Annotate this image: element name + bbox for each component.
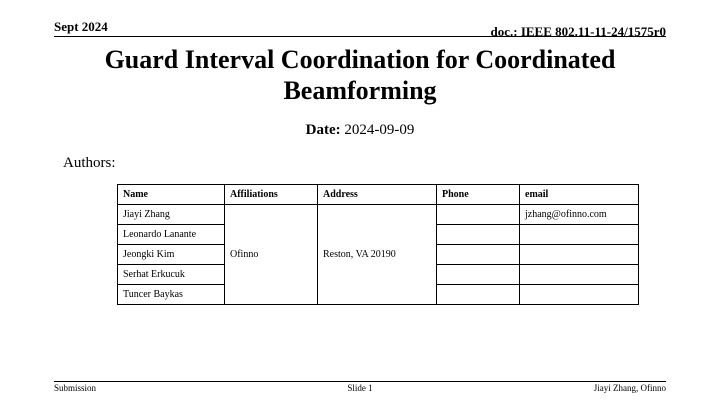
- author-name: Jeongki Kim: [118, 245, 225, 265]
- phone-cell: [437, 245, 520, 265]
- header-phone: Phone: [437, 185, 520, 205]
- email-cell: [520, 285, 639, 305]
- author-name: Jiayi Zhang: [118, 205, 225, 225]
- email-cell: [520, 245, 639, 265]
- header-address: Address: [318, 185, 437, 205]
- date-line: [0, 122, 720, 139]
- address-cell: Reston, VA 20190: [318, 205, 437, 305]
- footer-divider: [54, 381, 666, 382]
- authors-label: Authors:: [63, 155, 116, 171]
- affiliation-cell: Ofinno: [225, 205, 318, 305]
- table-row: [118, 205, 639, 225]
- header-doc-id: doc.: IEEE 802.11-11-24/1575r0: [490, 24, 666, 39]
- slide-title: Guard Interval Coordination for Coordinated Beamforming: [104, 45, 616, 105]
- phone-cell: [437, 205, 520, 225]
- author-name: Leonardo Lanante: [118, 225, 225, 245]
- header-divider: [54, 36, 666, 37]
- footer-submission: Submission: [54, 383, 97, 393]
- email-cell: jzhang@ofinno.com: [520, 205, 639, 225]
- email-cell: [520, 225, 639, 245]
- authors-table: [117, 184, 639, 305]
- phone-cell: [437, 285, 520, 305]
- footer-slide-number: Slide 1: [347, 383, 373, 393]
- phone-cell: [437, 225, 520, 245]
- date-value: 2024-09-09: [344, 122, 415, 138]
- author-name: Tuncer Baykas: [118, 285, 225, 305]
- author-name: Serhat Erkucuk: [118, 265, 225, 285]
- email-cell: [520, 265, 639, 285]
- table-header-row: [118, 185, 639, 205]
- date-label: Date:: [305, 122, 341, 138]
- header-affiliations: Affiliations: [225, 185, 318, 205]
- header-date: Sept 2024: [54, 19, 108, 34]
- header-name: Name: [118, 185, 225, 205]
- footer-author: Jiayi Zhang, Ofinno: [593, 383, 666, 393]
- phone-cell: [437, 265, 520, 285]
- header-email: email: [520, 185, 639, 205]
